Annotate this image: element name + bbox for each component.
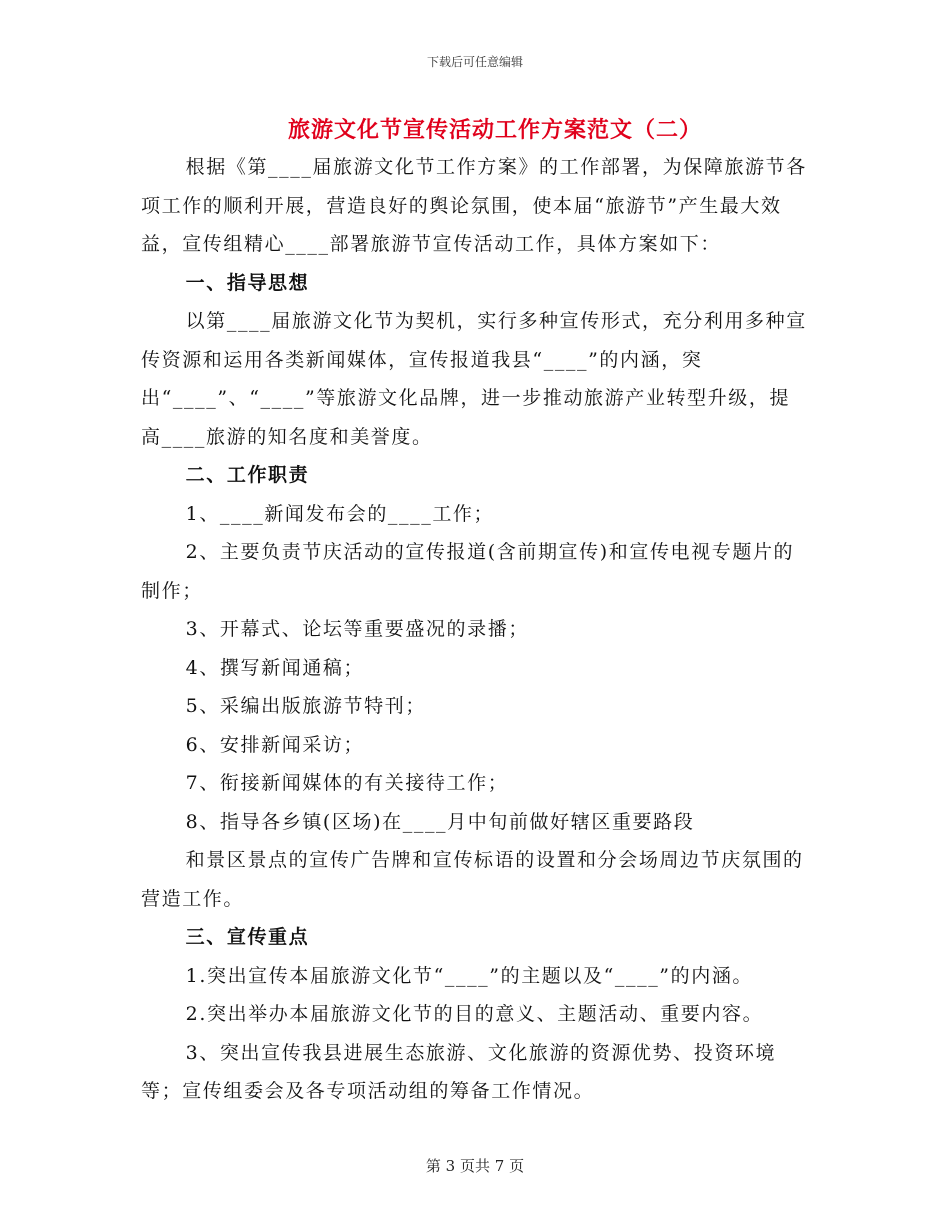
section-heading-guiding-ideology: 一、指导思想 [185,271,310,294]
list-item: 3、突出宣传我县进展生态旅游、文化旅游的资源优势、投资环境等；宣传组委会及各专项活动组的筹备工作情况。 [141,1041,777,1102]
document-title: 旅游文化节宣传活动工作方案范文（二） [287,118,702,143]
list-item: 4、撰写新闻通稿； [185,656,365,679]
list-item: 2.突出举办本届旅游文化节的目的意义、主题活动、重要内容。 [185,1003,764,1025]
guiding-ideology-paragraph: 以第____届旅游文化节为契机，实行多种宣传形式，充分利用多种宣传资源和运用各类新闻媒体，宣传报道我县“____”的内涵，突出“____”、“____”等旅游文化品牌，进一步推动旅游产业转型升级，提高____旅游的知名度和美誉度。 [141,310,807,448]
list-item: 3、开幕式、论坛等重要盛况的录播； [185,618,529,640]
intro-paragraph: 根据《第____届旅游文化节工作方案》的工作部署，为保障旅游节各项工作的顺利开展，营造良好的舆论氛围，使本届“旅游节”产生最大效益，宣传组精心____部署旅游节宣传活动工作，具体方案如下： [141,156,807,255]
document-body [141,148,809,1111]
list-item: 2、主要负责节庆活动的宣传报道(含前期宣传)和宣传电视专题片的制作； [141,541,795,602]
section-heading-responsibilities: 二、工作职责 [185,464,310,486]
list-item: 1.突出宣传本届旅游文化节“____”的主题以及“____”的内涵。 [185,964,754,987]
list-item: 7、衔接新闻媒体的有关接待工作； [185,772,509,794]
section-heading-publicity-focus: 三、宣传重点 [185,926,310,948]
list-item: 5、采编出版旅游节特刊； [185,695,426,717]
header-note: 下载后可任意编辑 [426,55,523,69]
list-item: 1、____新闻发布会的____工作； [185,502,495,525]
list-item: 6、安排新闻采访； [185,733,365,756]
page-number-footer: 第 3 页共 7 页 [425,1157,525,1175]
list-item-continuation: 和景区景点的宣传广告牌和宣传标语的设置和分会场周边节庆氛围的营造工作。 [141,849,804,910]
list-item: 8、指导各乡镇(区场)在____月中旬前做好辖区重要路段 [185,810,695,833]
